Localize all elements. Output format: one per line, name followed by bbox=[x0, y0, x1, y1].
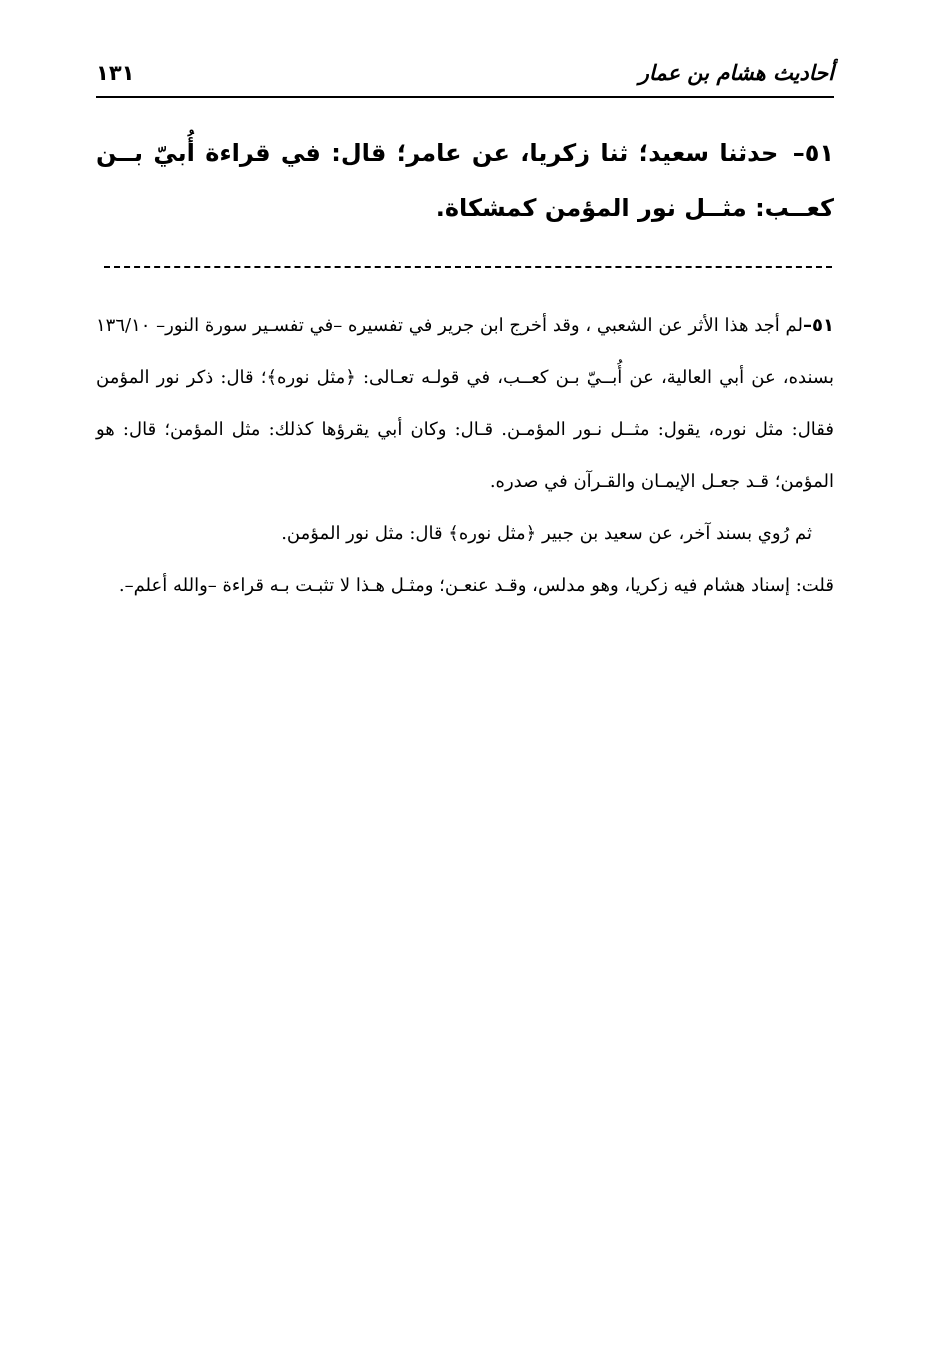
page-number: ١٣١ bbox=[96, 61, 135, 85]
footnote-number: ٥١– bbox=[803, 315, 834, 336]
footnote-paragraph bbox=[96, 300, 834, 508]
dashed-divider bbox=[104, 266, 832, 268]
hadith-text: حدثنا سعيد؛ ثنا زكريا، عن عامر؛ قال: في قراءة أُبيّ بــن كعــب: مثــل نور المؤمن كمشكاة. bbox=[96, 139, 834, 222]
hadith-number: ٥١– bbox=[792, 139, 834, 167]
footnote-paragraph: قلت: إسناد هشام فيه زكريا، وهو مدلس، وقـد عنعـن؛ ومثـل هـذا لا تثبـت بـه قراءة –والله أعلم–. bbox=[118, 575, 834, 596]
footnote-text: لم أجد هذا الأثر عن الشعبي ، وقد أخرج ابن جرير في تفسيره –في تفسـير سورة النور– ١٣٦/١٠ بسنده، عن أبي العالية، عن أُبــيّ بـن كعــب، في قولـه تعـالى: ﴿مثل نوره﴾؛ قال: ذكر نور المؤمن فقال: مثل نوره، يقول: مثــل نـور المؤمـن. قـال: وكان أبي يقرؤها كذلك: مثل المؤمن؛ قال: هو المؤمن؛ قـد جعـل الإيمـان والقـرآن في صدره. bbox=[96, 315, 834, 492]
running-title: أحاديث هشام بن عمار bbox=[638, 61, 834, 85]
hadith-text-block bbox=[96, 126, 834, 236]
page-header bbox=[96, 52, 834, 98]
footnote-paragraph: ثم رُوي بسند آخر، عن سعيد بن جبير ﴿مثل نوره﴾ قال: مثل نور المؤمن. bbox=[281, 523, 812, 544]
footnotes-block bbox=[96, 300, 834, 612]
